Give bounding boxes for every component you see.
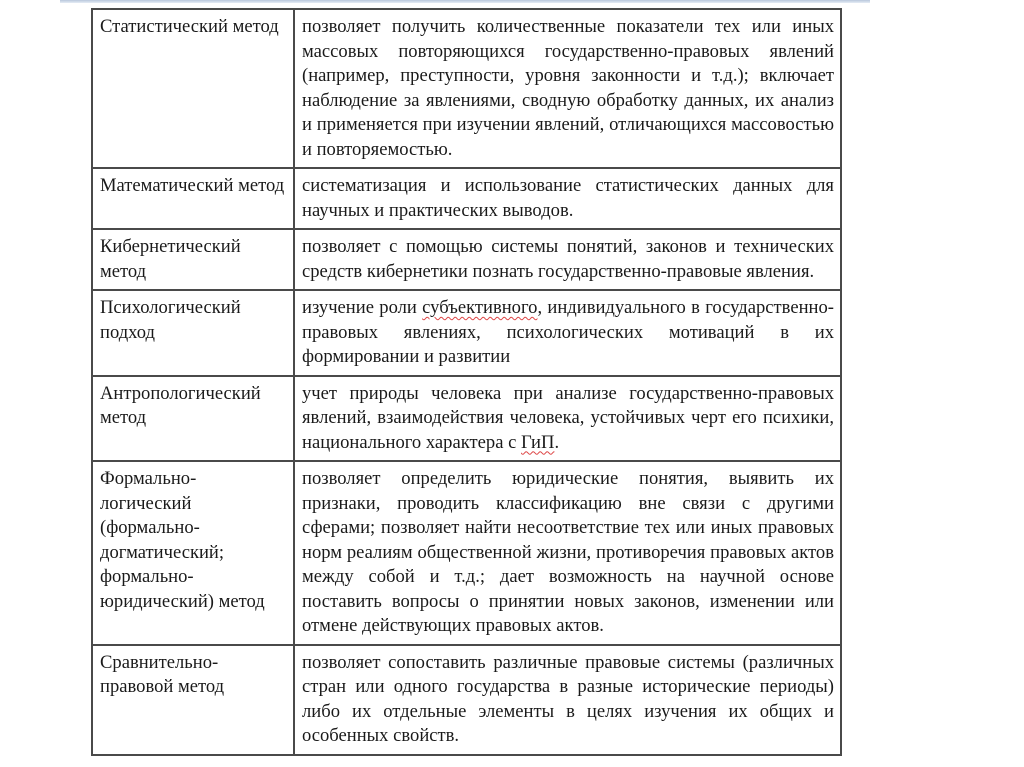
table-row: [92, 290, 841, 376]
method-name: Кибернетический метод: [92, 229, 294, 290]
method-name: Антропологический метод: [92, 376, 294, 462]
methods-table: [91, 8, 842, 756]
method-name: Математический метод: [92, 168, 294, 229]
description-text: .: [554, 431, 560, 453]
method-name: Формально-логический (формально-догматический; формально-юридический) метод: [92, 461, 294, 645]
window-top-edge: [60, 0, 870, 3]
table-row: [92, 376, 841, 462]
spellcheck-flagged-word: ГиП: [521, 431, 555, 453]
method-description: позволяет определить юридические понятия, выявить их признаки, проводить классификацию вне связи с другими сферами; позволяет найти несоответствие тех или иных правовых норм реалиям общественной жизни, противоречия правовых актов между собой и т.д.; дает возможность на научной основе поставить вопросы о принятии новых законов, изменении или отмене действующих правовых актов.: [294, 461, 841, 645]
description-text: учет природы человека при анализе государственно-правовых явлений, взаимодействия человека, устойчивых черт его психики, национального характера с: [302, 382, 834, 453]
method-description: систематизация и использование статистических данных для научных и практических выводов.: [294, 168, 841, 229]
description-text: , индивидуального в государственно-правовых явлениях, психологических мотиваций в их формировании и развитии: [302, 297, 834, 367]
table-row: [92, 461, 841, 645]
method-description: [294, 376, 841, 462]
method-description: позволяет с помощью системы понятий, законов и технических средств кибернетики познать государственно-правовые явления.: [294, 229, 841, 290]
method-description: позволяет получить количественные показатели тех или иных массовых повторяющихся государственно-правовых явлений (например, преступности, уровня законности и т.д.); включает наблюдение за явлениями, сводную обработку данных, их анализ и применяется при изучении явлений, отличающихся массовостью и повторяемостью.: [294, 9, 841, 168]
table-row: [92, 229, 841, 290]
description-text: изучение роли: [302, 297, 423, 318]
table-row: [92, 9, 841, 168]
method-description: [294, 290, 841, 376]
method-description: позволяет сопоставить различные правовые системы (различных стран или одного государства в разные исторические периоды) либо их отдельные элементы в целях изучения их общих и особенных свойств.: [294, 645, 841, 755]
spellcheck-flagged-word: субъективного: [422, 297, 538, 318]
table-row: [92, 645, 841, 755]
method-name: Сравнительно-правовой метод: [92, 645, 294, 755]
method-name: Психологический подход: [92, 290, 294, 376]
method-name: Статистический метод: [92, 9, 294, 168]
table-row: [92, 168, 841, 229]
